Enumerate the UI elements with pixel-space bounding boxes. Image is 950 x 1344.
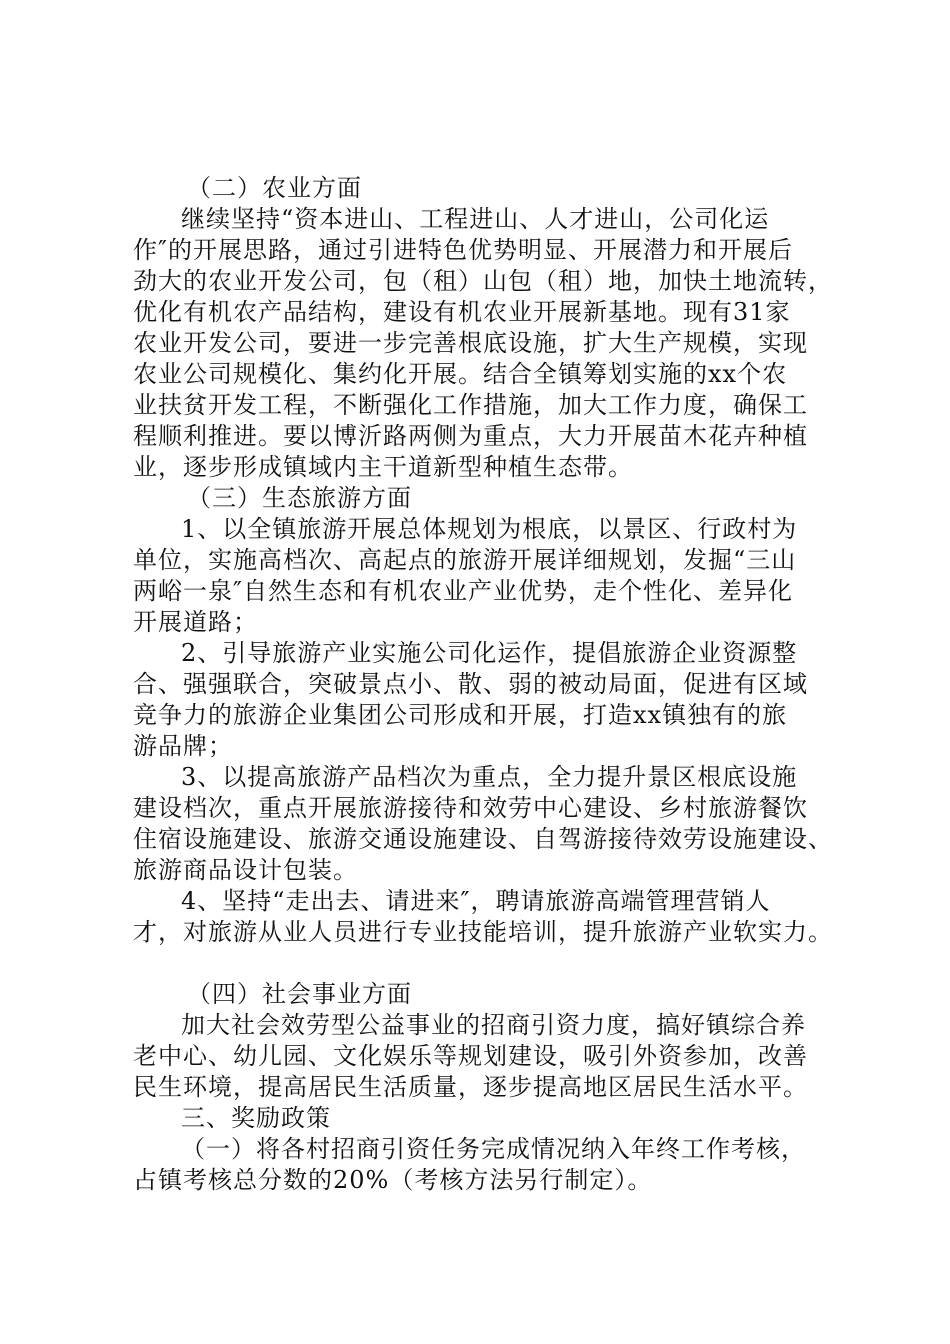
paragraph-line: 作″的开展思路，通过引进特色优势明显、开展潜力和开展后 — [133, 236, 793, 264]
paragraph-line: 竞争力的旅游企业集团公司形成和开展，打造xx镇独有的旅 — [133, 701, 788, 729]
paragraph-line: 合、强强联合，突破景点小、散、弱的被动局面，促进有区域 — [133, 670, 808, 698]
paragraph-line: 老中心、幼儿园、文化娱乐等规划建设，吸引外资参加，改善 — [133, 1042, 808, 1070]
paragraph-line: 继续坚持“资本进山、工程进山、人才进山，公司化运 — [181, 205, 770, 233]
heading-eco-tourism: （三）生态旅游方面 — [187, 484, 412, 512]
paragraph-line: 占镇考核总分数的20%（考核方法另行制定）。 — [133, 1166, 653, 1194]
paragraph-line: 加大社会效劳型公益事业的招商引资力度，搞好镇综合养 — [181, 1011, 806, 1039]
paragraph-line: 4、坚持“走出去、请进来″，聘请旅游高端管理营销人 — [181, 887, 771, 915]
paragraph-line: 业，逐步形成镇域内主干道新型种植生态带。 — [133, 453, 633, 481]
paragraph-line: 1、以全镇旅游开展总体规划为根底，以景区、行政村为 — [181, 515, 798, 543]
heading-social-affairs: （四）社会事业方面 — [187, 980, 412, 1008]
paragraph-line: 3、以提高旅游产品档次为重点，全力提升景区根底设施 — [181, 763, 798, 791]
paragraph-line: 农业开发公司，要进一步完善根底设施，扩大生产规模，实现 — [133, 329, 808, 357]
paragraph-line: 游品牌； — [133, 732, 233, 760]
paragraph-line: 优化有机农产品结构，建设有机农业开展新基地。现有31家 — [133, 298, 791, 326]
heading-agriculture: （二）农业方面 — [187, 174, 362, 202]
paragraph-line: 单位，实施高档次、高起点的旅游开展详细规划，发掘“三山 — [133, 546, 797, 574]
paragraph-line: 旅游商品设计包装。 — [133, 856, 358, 884]
paragraph-line: 劲大的农业开发公司，包（租）山包（租）地，加快土地流转， — [133, 267, 833, 295]
paragraph-line: 民生环境，提高居民生活质量，逐步提高地区居民生活水平。 — [133, 1073, 808, 1101]
paragraph-line: 开展道路； — [133, 608, 258, 636]
paragraph-line: 2、引导旅游产业实施公司化运作，提倡旅游企业资源整 — [181, 639, 798, 667]
paragraph-line: 才，对旅游从业人员进行专业技能培训，提升旅游产业软实力。 — [133, 918, 833, 946]
paragraph-line: （一）将各村招商引资任务完成情况纳入年终工作考核， — [181, 1135, 806, 1163]
paragraph-line: 住宿设施建设、旅游交通设施建设、自驾游接待效劳设施建设、 — [133, 825, 833, 853]
heading-reward-policy: 三、奖励政策 — [181, 1104, 331, 1132]
paragraph-line: 业扶贫开发工程，不断强化工作措施，加大工作力度，确保工 — [133, 391, 808, 419]
paragraph-line: 建设档次，重点开展旅游接待和效劳中心建设、乡村旅游餐饮 — [133, 794, 808, 822]
paragraph-line: 农业公司规模化、集约化开展。结合全镇筹划实施的xx个农 — [133, 360, 788, 388]
paragraph-line: 两峪一泉″自然生态和有机农业产业优势，走个性化、差异化 — [133, 577, 793, 605]
paragraph-line: 程顺利推进。要以博沂路两侧为重点，大力开展苗木花卉种植 — [133, 422, 808, 450]
